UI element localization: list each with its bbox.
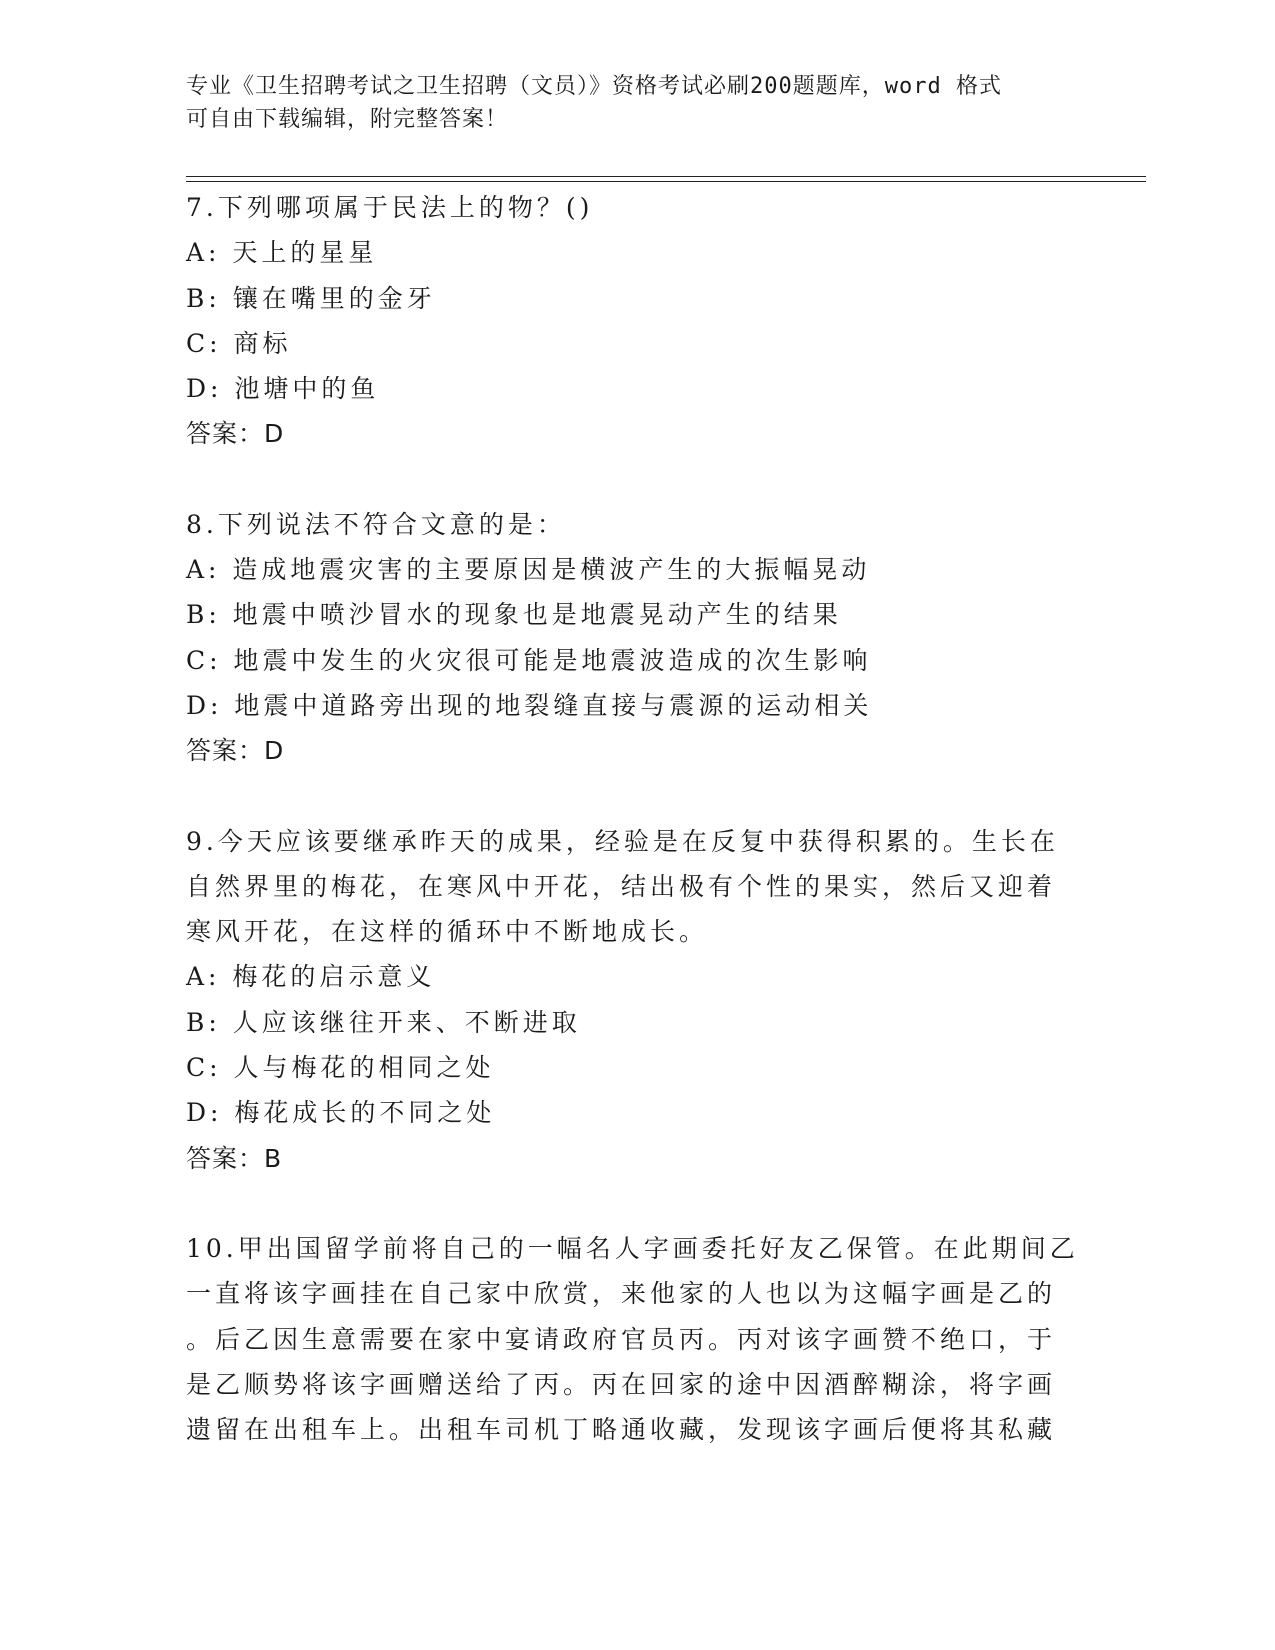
question-stem-line: 是乙顺势将该字画赠送给了丙。丙在回家的途中因酒醉糊涂，将字画 (186, 1369, 1057, 1399)
question-7 (186, 185, 1066, 457)
question-stem-line: 一直将该字画挂在自己家中欣赏，来他家的人也以为这幅字画是乙的 (186, 1279, 1057, 1309)
option-a: A: 天上的星星 (186, 238, 378, 268)
document-header (186, 70, 1086, 136)
header-title-line-2: 可自由下载编辑，附完整答案！ (186, 107, 509, 132)
question-8 (186, 502, 1066, 774)
option-d: D: 池塘中的鱼 (186, 374, 380, 404)
question-list (186, 185, 1079, 1452)
question-10 (186, 1226, 1079, 1452)
question-stem-line: 10.甲出国留学前将自己的一幅名人字画委托好友乙保管。在此期间乙 (186, 1233, 1079, 1263)
question-stem-line: 寒风开花，在这样的循环中不断地成长。 (186, 917, 709, 947)
option-a: A: 造成地震灾害的主要原因是横波产生的大振幅晃动 (186, 555, 871, 585)
option-a: A: 梅花的启示意义 (186, 962, 436, 992)
option-d: D: 梅花成长的不同之处 (186, 1098, 496, 1128)
answer-line: 答案：D (186, 419, 285, 449)
question-stem: 8.下列说法不符合文意的是： (186, 509, 566, 539)
question-stem-line: 9.今天应该要继承昨天的成果，经验是在反复中获得积累的。生长在 (186, 826, 1059, 856)
option-c: C: 人与梅花的相同之处 (186, 1053, 495, 1083)
answer-line: 答案：D (186, 736, 285, 766)
option-b: B: 地震中喷沙冒水的现象也是地震晃动产生的结果 (186, 600, 842, 630)
option-b: B: 镶在嘴里的金牙 (186, 283, 436, 313)
question-9 (186, 819, 1066, 1181)
question-stem: 7.下列哪项属于民法上的物？() (186, 193, 594, 222)
header-title-line-1: 专业《卫生招聘考试之卫生招聘（文员）》资格考试必刷200题题库，word 格式 (186, 74, 1002, 99)
header-divider-bottom (186, 181, 1146, 182)
option-c: C: 商标 (186, 328, 292, 358)
option-d: D: 地震中道路旁出现的地裂缝直接与震源的运动相关 (186, 690, 873, 720)
question-stem-line: 自然界里的梅花，在寒风中开花，结出极有个性的果实，然后又迎着 (186, 871, 1057, 901)
option-b: B: 人应该继往开来、不断进取 (186, 1007, 581, 1037)
question-stem-line: 遗留在出租车上。出租车司机丁略通收藏，发现该字画后便将其私藏 (186, 1415, 1057, 1445)
option-c: C: 地震中发生的火灾很可能是地震波造成的次生影响 (186, 645, 872, 675)
question-stem-line: 。后乙因生意需要在家中宴请政府官员丙。丙对该字画赞不绝口，于 (186, 1324, 1057, 1354)
header-divider-top (186, 176, 1146, 177)
answer-line: 答案：B (186, 1143, 283, 1173)
